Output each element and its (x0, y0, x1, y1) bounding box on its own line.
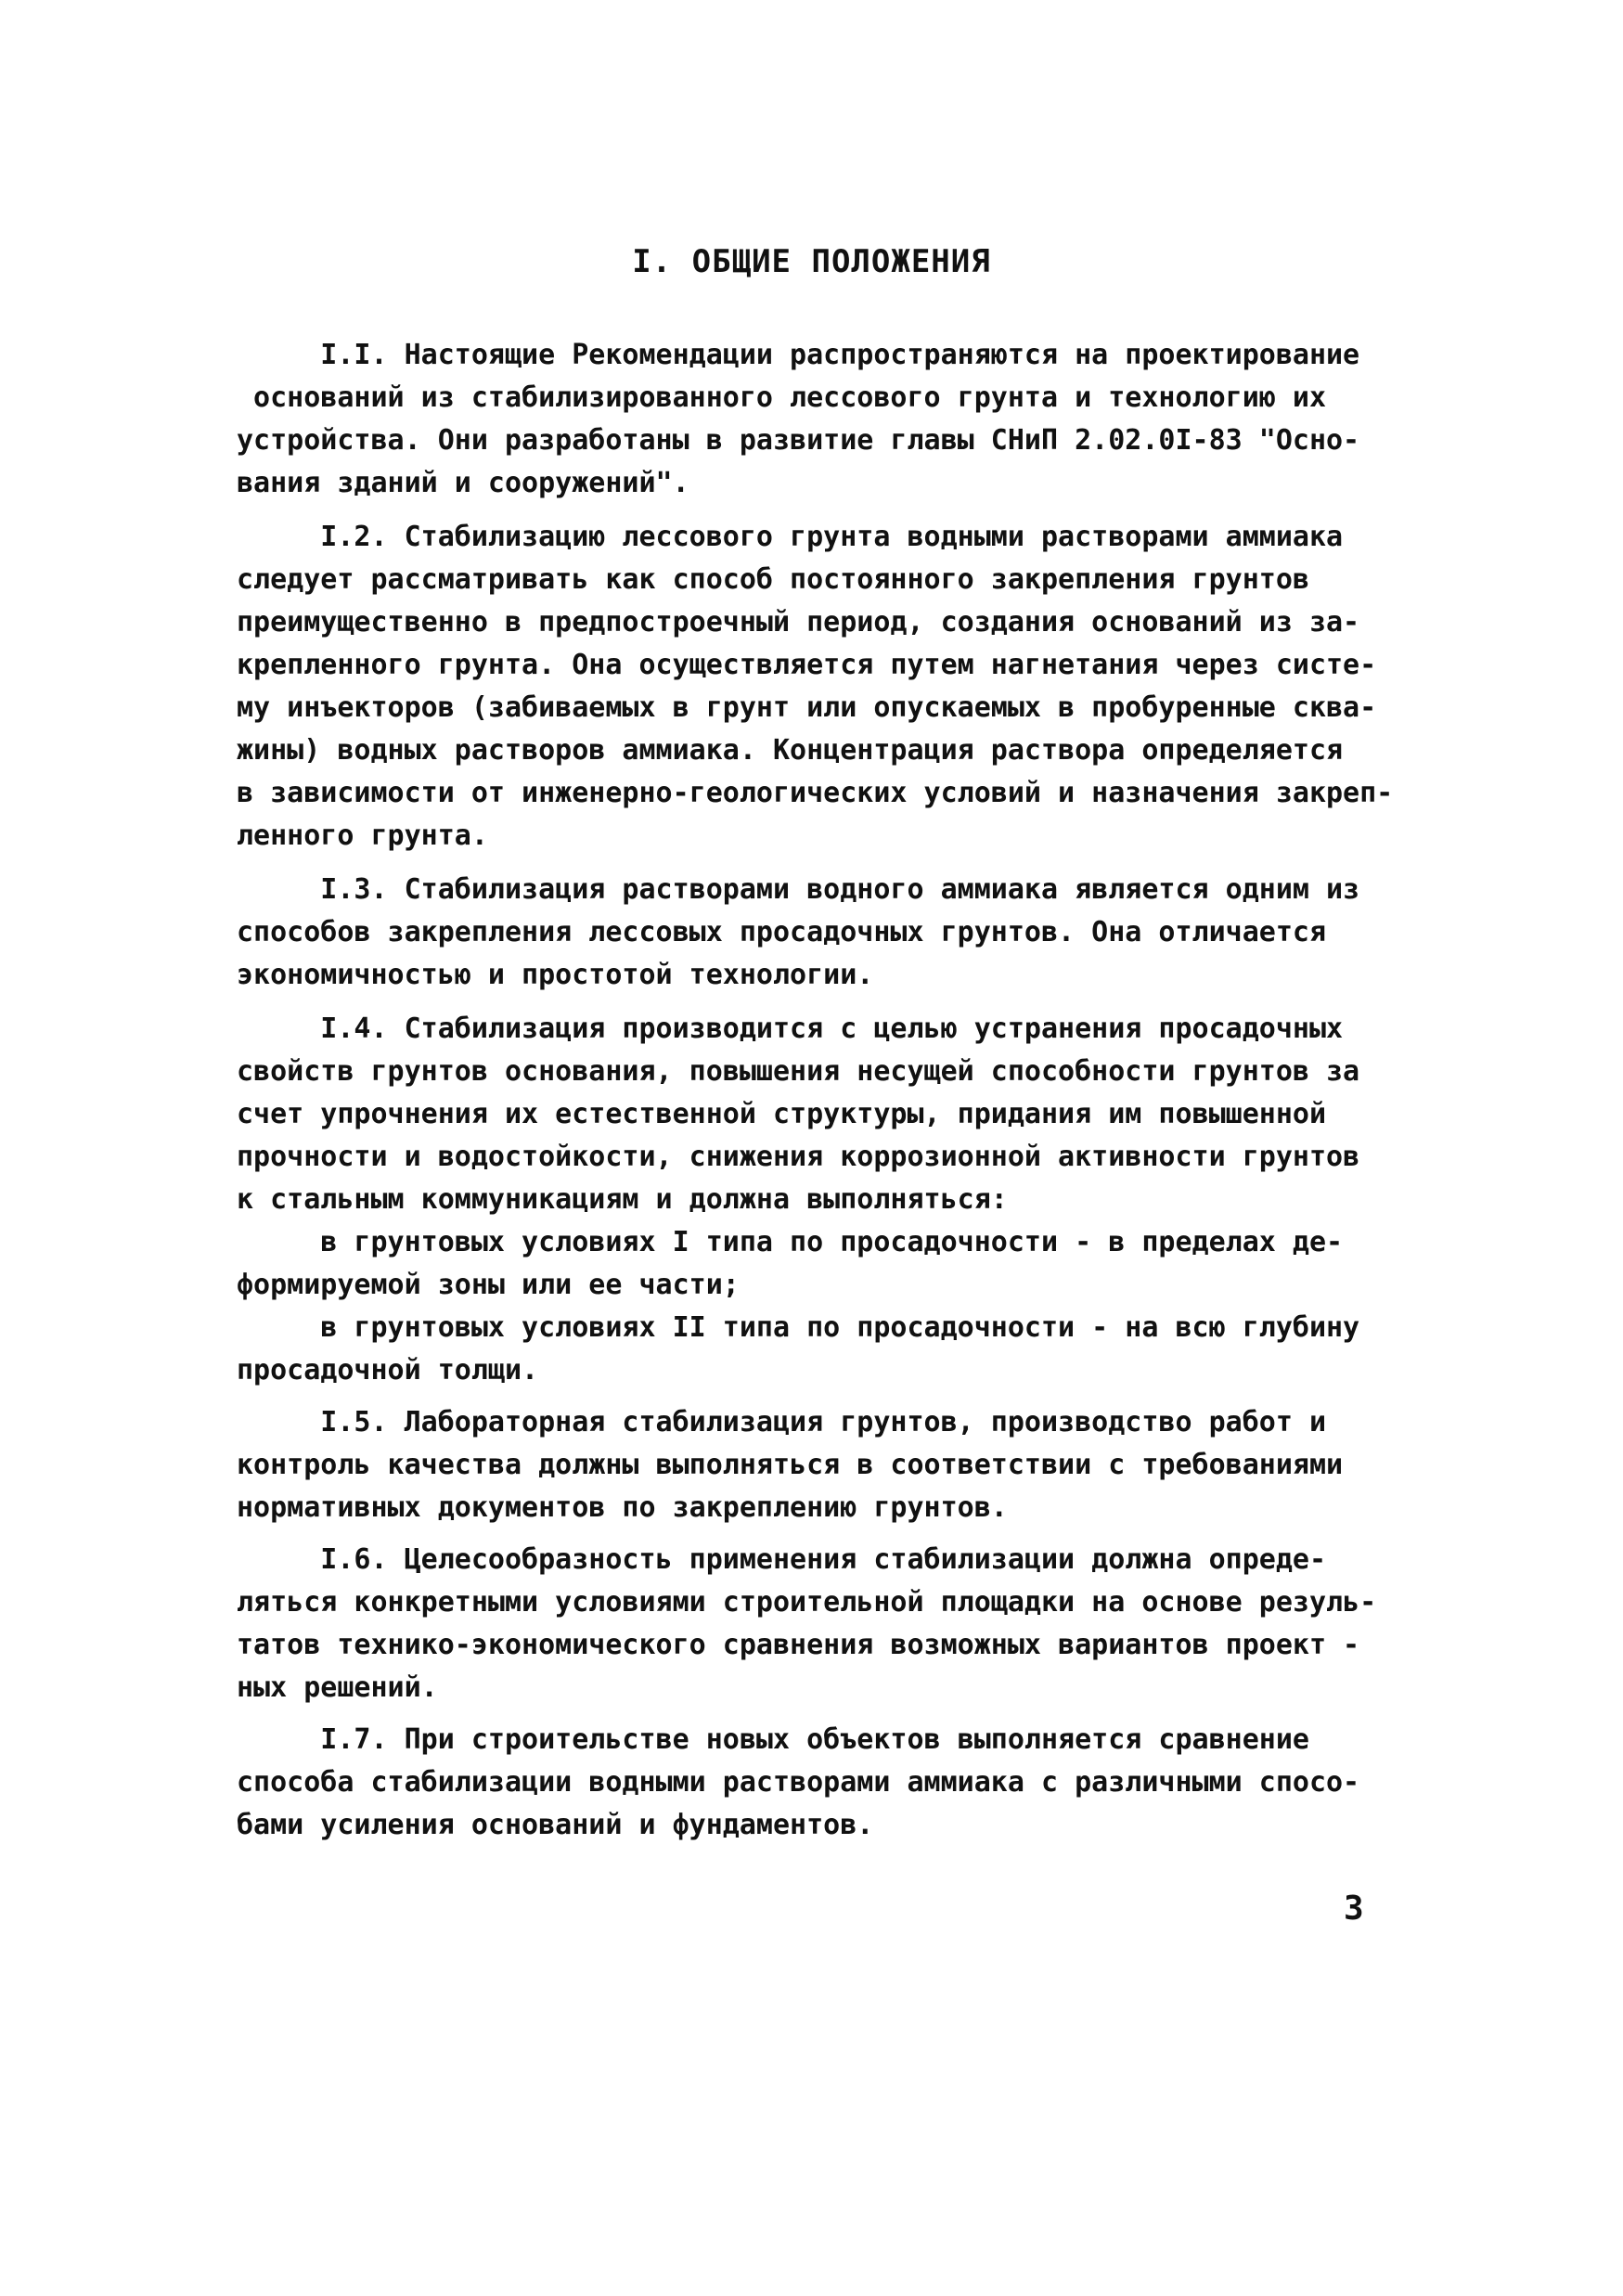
text-line: способа стабилизации водными растворами аммиака с различными спосо- (237, 1766, 1360, 1799)
text-line: просадочной толщи. (237, 1354, 539, 1387)
text-line: ных решений. (237, 1671, 438, 1704)
text-line: I.3. Стабилизация растворами водного аммиака является одним из (237, 873, 1360, 906)
text-line: оснований из стабилизированного лессового грунта и технологию их (237, 381, 1326, 414)
text-line: татов технико-экономического сравнения возможных вариантов проект - (237, 1629, 1360, 1661)
paragraph-1-1 (237, 334, 1443, 505)
paragraph-1-6 (237, 1539, 1443, 1709)
paragraph-1-2 (237, 516, 1443, 858)
paragraph-1-7 (237, 1719, 1443, 1847)
text-line: I.2. Стабилизацию лессового грунта водными растворами аммиака (237, 521, 1344, 553)
text-line: жины) водных растворов аммиака. Концентрация раствора определяется (237, 734, 1344, 767)
text-line: I.I. Настоящие Рекомендации распространяются на проектирование (237, 339, 1360, 371)
text-line: крепленного грунта. Она осуществляется путем нагнетания через систе- (237, 649, 1377, 681)
section-title: I. ОБЩИЕ ПОЛОЖЕНИЯ (632, 243, 991, 280)
text-line: способов закрепления лессовых просадочных грунтов. Она отличается (237, 916, 1326, 948)
text-line: I.5. Лабораторная стабилизация грунтов, производство работ и (237, 1406, 1326, 1438)
text-line: в зависимости от инженерно-геологических условий и назначения закреп- (237, 777, 1394, 809)
text-line: I.7. При строительстве новых объектов выполняется сравнение (237, 1723, 1309, 1756)
text-line: счет упрочнения их естественной структуры, придания им повышенной (237, 1098, 1326, 1130)
text-line: вания зданий и сооружений". (237, 467, 689, 499)
text-line: преимущественно в предпостроечный период, создания оснований из за- (237, 606, 1360, 638)
text-line: ленного грунта. (237, 819, 488, 852)
text-line: в грунтовых условиях I типа по просадочности - в пределах де- (237, 1226, 1344, 1258)
text-line: контроль качества должны выполняться в соответствии с требованиями (237, 1449, 1344, 1481)
text-line: нормативных документов по закреплению грунтов. (237, 1491, 1008, 1524)
paragraph-1-3 (237, 869, 1443, 997)
paragraph-1-5 (237, 1401, 1443, 1529)
text-line: ляться конкретными условиями строительной площадки на основе резуль- (237, 1586, 1377, 1619)
text-line: следует рассматривать как способ постоянного закрепления грунтов (237, 563, 1309, 596)
text-line: в грунтовых условиях II типа по просадочности - на всю глубину (237, 1311, 1360, 1344)
text-line: I.6. Целесообразность применения стабилизации должна опреде- (237, 1543, 1326, 1576)
text-line: устройства. Они разработаны в развитие главы СНиП 2.02.0I-83 "Осно- (237, 424, 1360, 457)
text-line: свойств грунтов основания, повышения несущей способности грунтов за (237, 1055, 1360, 1088)
text-line: му инъекторов (забиваемых в грунт или опускаемых в пробуренные сква- (237, 691, 1377, 724)
text-line: I.4. Стабилизация производится с целью устранения просадочных (237, 1013, 1344, 1045)
text-line: формируемой зоны или ее части; (237, 1269, 740, 1301)
text-line: прочности и водостойкости, снижения коррозионной активности грунтов (237, 1141, 1360, 1173)
text-line: экономичностью и простотой технологии. (237, 959, 874, 991)
page-number: 3 (1344, 1890, 1364, 1928)
text-line: бами усиления оснований и фундаментов. (237, 1809, 874, 1841)
paragraph-1-4 (237, 1008, 1443, 1392)
text-line: к стальным коммуникациям и должна выполняться: (237, 1183, 1008, 1216)
